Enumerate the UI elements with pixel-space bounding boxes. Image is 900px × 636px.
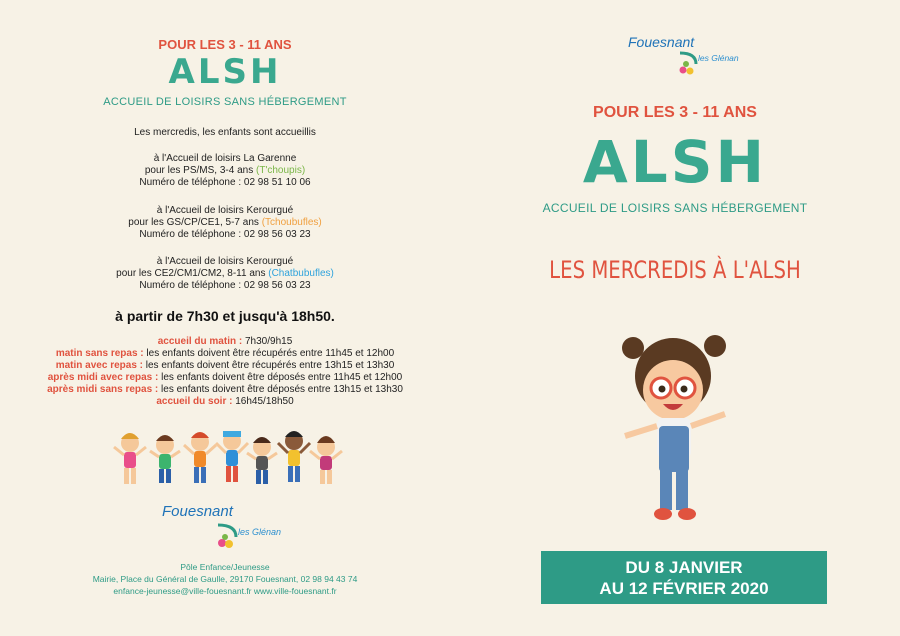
footer-line: enfance-jeunesse@ville-fouesnant.fr www.ville-fouesnant.fr — [113, 586, 337, 596]
headline: LES MERCREDIS À L'ALSH — [549, 256, 801, 284]
schedule-item: accueil du matin : 7h30/9h15 — [157, 336, 293, 347]
group-name: (Tchoubufles) — [261, 217, 322, 228]
schedule-item: après midi avec repas : les enfants doivent être déposés entre 11h45 et 12h00 — [47, 372, 403, 383]
logo-emblem-icon — [676, 50, 698, 76]
schedule-list — [0, 336, 450, 408]
schedule-item: accueil du soir : 16h45/18h50 — [156, 396, 294, 407]
girl-illustration — [615, 318, 735, 528]
schedule-item: après midi sans repas : les enfants doivent être déposés entre 13h15 et 13h30 — [47, 384, 403, 395]
right-panel — [450, 0, 900, 636]
centre-name: à l'Accueil de loisirs Kerourgué — [156, 256, 294, 267]
left-fouesnant-logo: Fouesnant les Glénan — [162, 503, 302, 553]
date-range-box — [541, 551, 827, 604]
schedule-item: matin sans repas : les enfants doivent être récupérés entre 11h45 et 12h00 — [55, 348, 395, 359]
group-name: (T'choupis) — [256, 165, 306, 176]
centre-ages: pour les GS/CP/CE1, 5-7 ans (Tchoubufles) — [128, 217, 322, 228]
centre-name: à l'Accueil de loisirs Kerourgué — [156, 205, 294, 216]
schedule-item: matin avec repas : les enfants doivent être récupérés entre 13h15 et 13h30 — [55, 360, 395, 371]
right-subtitle: ACCUEIL DE LOISIRS SANS HÉBERGEMENT — [542, 201, 808, 215]
footer-line: Mairie, Place du Général de Gaulle, 29170 Fouesnant, 02 98 94 43 74 — [92, 574, 358, 584]
left-alsh-title: ALSH — [168, 52, 282, 92]
centre-block-1 — [0, 153, 450, 189]
kid-figure — [278, 431, 310, 482]
left-subtitle: ACCUEIL DE LOISIRS SANS HÉBERGEMENT — [103, 96, 347, 108]
right-fouesnant-logo: Fouesnant les Glénan — [628, 34, 748, 79]
kid-figure — [184, 432, 216, 483]
right-age-heading: POUR LES 3 - 11 ANS — [593, 104, 757, 121]
date-line: DU 8 JANVIER — [625, 558, 743, 577]
logo-emblem-icon — [214, 521, 238, 549]
kids-illustration — [110, 425, 350, 495]
kid-figure — [310, 436, 342, 484]
kid-figure — [150, 435, 180, 483]
date-line: AU 12 FÉVRIER 2020 — [599, 579, 769, 598]
centre-ages: pour les PS/MS, 3-4 ans (T'choupis) — [144, 165, 306, 176]
opening-hours: à partir de 7h30 et jusqu'à 18h50. — [115, 308, 335, 324]
kid-figure — [216, 431, 248, 482]
footer-line: Pôle Enfance/Jeunesse — [180, 562, 270, 572]
centre-phone: Numéro de téléphone : 02 98 56 03 23 — [139, 280, 311, 291]
left-age-heading: POUR LES 3 - 11 ANS — [158, 37, 292, 52]
intro-text: Les mercredis, les enfants sont accueillis — [134, 127, 316, 138]
centre-phone: Numéro de téléphone : 02 98 51 10 06 — [139, 177, 311, 188]
centre-phone: Numéro de téléphone : 02 98 56 03 23 — [139, 229, 311, 240]
centre-block-3 — [0, 256, 450, 292]
centre-block-2 — [0, 205, 450, 241]
right-alsh-title: ALSH — [582, 128, 768, 196]
centre-name: à l'Accueil de loisirs La Garenne — [153, 153, 297, 164]
centre-ages: pour les CE2/CM1/CM2, 8-11 ans (Chatbubufles) — [116, 268, 334, 279]
group-name: (Chatbubufles) — [268, 268, 334, 279]
footer-contact — [0, 561, 450, 597]
kid-figure — [247, 437, 277, 484]
kid-figure — [114, 433, 146, 484]
